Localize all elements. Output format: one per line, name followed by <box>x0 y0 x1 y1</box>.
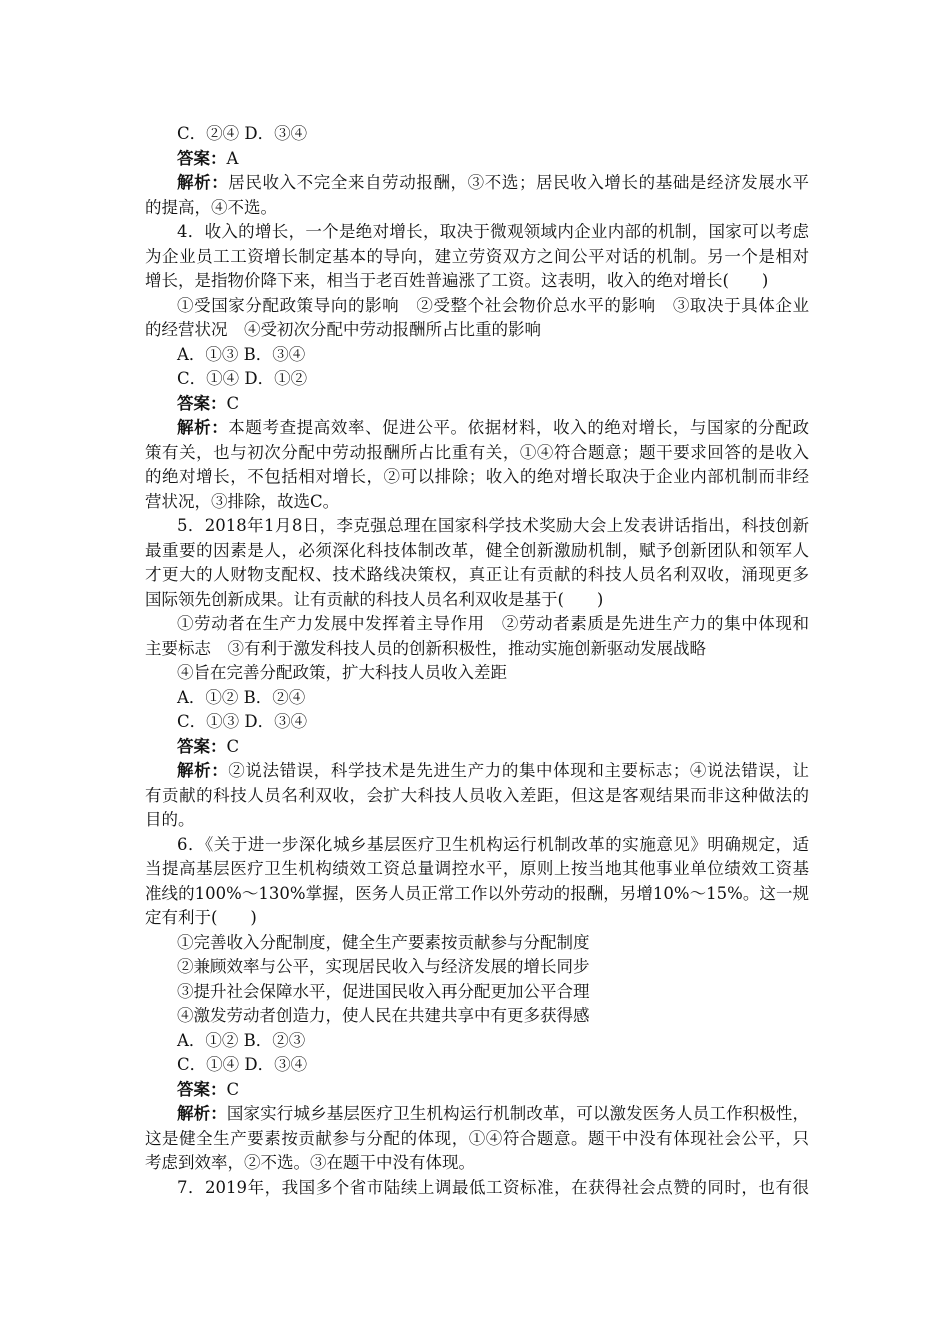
line-text: C <box>226 1079 240 1099</box>
text-line <box>145 441 809 466</box>
line-text: 为企业员工工资增长制定基本的导向，建立劳资双方之间公平对话的机制。另一个是相对 <box>145 246 809 266</box>
line-text: A．①② B．②③ <box>177 1030 306 1050</box>
document-body <box>145 122 809 1200</box>
text-line <box>145 808 809 833</box>
text-line <box>145 343 809 368</box>
text-line <box>145 514 809 539</box>
line-text: 居民收入不完全来自劳动报酬，③不选；居民收入增长的基础是经济发展水平 <box>228 173 809 192</box>
line-text: ③提升社会保障水平，促进国民收入再分配更加公平合理 <box>177 981 590 1001</box>
line-text: ④旨在完善分配政策，扩大科技人员收入差距 <box>177 663 507 682</box>
answer-label: 解析： <box>177 418 229 437</box>
text-line <box>145 367 809 392</box>
text-line <box>145 833 809 858</box>
text-line <box>145 1151 809 1176</box>
line-text: A．①② B．②④ <box>177 687 306 707</box>
text-line <box>145 539 809 564</box>
line-text: 这是健全生产要素按贡献参与分配的体现，①④符合题意。题干中没有体现社会公平，只 <box>145 1128 809 1148</box>
text-line <box>145 1127 809 1152</box>
text-line <box>145 686 809 711</box>
text-line <box>145 171 809 196</box>
line-text: C．②④ D．③④ <box>177 124 308 143</box>
line-text: 6．《关于进一步深化城乡基层医疗卫生机构运行机制改革的实施意见》明确规定，适 <box>177 834 809 854</box>
text-line <box>145 784 809 809</box>
line-text: C <box>226 393 240 413</box>
text-line <box>145 416 809 441</box>
line-text: C．①④ D．③④ <box>177 1055 308 1074</box>
line-text: 的提高，④不选。 <box>145 197 277 217</box>
text-line <box>145 122 809 147</box>
text-line <box>145 1176 809 1201</box>
line-text: 主要标志 ③有利于激发科技人员的创新积极性，推动实施创新驱动发展战略 <box>145 638 706 658</box>
line-text: A <box>226 148 239 168</box>
line-text: C．①④ D．①② <box>177 369 308 388</box>
line-text: 7．2019年，我国多个省市陆续上调最低工资标准，在获得社会点赞的同时，也有很 <box>177 1177 809 1197</box>
line-text: 5．2018年1月8日，李克强总理在国家科学技术奖励大会上发表讲话指出，科技创新 <box>177 516 809 535</box>
line-text: 的经营状况 ④受初次分配中劳动报酬所占比重的影响 <box>145 320 541 339</box>
text-line <box>145 147 809 172</box>
text-line <box>145 392 809 417</box>
text-line <box>145 490 809 515</box>
line-text: 当提高基层医疗卫生机构绩效工资总量调控水平，原则上按当地其他事业单位绩效工资基 <box>145 859 809 878</box>
line-text: 增长，是指物价降下来，相当于老百姓普遍涨了工资。这表明，收入的绝对增长( ) <box>145 271 769 290</box>
answer-label: 答案： <box>177 393 227 413</box>
text-line <box>145 269 809 294</box>
text-line <box>145 1102 809 1127</box>
line-text: 本题考查提高效率、促进公平。依据材料，收入的绝对增长，与国家的分配政 <box>228 418 809 437</box>
text-line <box>145 906 809 931</box>
line-text: 考虑到效率，②不选。③在题干中没有体现。 <box>145 1153 475 1172</box>
line-text: ①完善收入分配制度，健全生产要素按贡献参与分配制度 <box>177 932 590 952</box>
text-line <box>145 465 809 490</box>
text-line <box>145 931 809 956</box>
line-text: 4．收入的增长，一个是绝对增长，取决于微观领域内企业内部的机制，国家可以考虑 <box>177 222 809 241</box>
text-line <box>145 857 809 882</box>
text-line <box>145 1053 809 1078</box>
text-line <box>145 661 809 686</box>
line-text: ②兼顾效率与公平，实现居民收入与经济发展的增长同步 <box>177 957 590 976</box>
line-text: 国际领先创新成果。让有贡献的科技人员名利双收是基于( ) <box>145 589 604 609</box>
answer-label: 解析： <box>177 173 229 192</box>
line-text: A．①③ B．③④ <box>177 344 306 364</box>
text-line <box>145 245 809 270</box>
answer-label: 解析： <box>177 761 229 780</box>
text-line <box>145 882 809 907</box>
text-line <box>145 588 809 613</box>
line-text: 才更大的人财物支配权、技术路线决策权，真正让有贡献的科技人员名利双收，涌现更多 <box>145 565 809 584</box>
line-text: 营状况，③排除，故选C。 <box>145 491 340 511</box>
line-text: 策有关，也与初次分配中劳动报酬所占比重有关，①④符合题意；题干要求回答的是收入 <box>145 442 809 462</box>
line-text: 目的。 <box>145 810 195 829</box>
text-line <box>145 318 809 343</box>
line-text: ②说法错误，科学技术是先进生产力的集中体现和主要标志；④说法错误，让 <box>228 761 809 780</box>
text-line <box>145 294 809 319</box>
line-text: C．①③ D．③④ <box>177 712 308 731</box>
text-line <box>145 1004 809 1029</box>
line-text: 的绝对增长，不包括相对增长，②可以排除；收入的绝对增长取决于企业内部机制而非经 <box>145 467 809 486</box>
text-line <box>145 1029 809 1054</box>
line-text: 最重要的因素是人，必须深化科技体制改革，健全创新激励机制，赋予创新团队和领军人 <box>145 540 809 560</box>
text-line <box>145 220 809 245</box>
text-line <box>145 735 809 760</box>
line-text: 定有利于( ) <box>145 908 257 927</box>
text-line <box>145 955 809 980</box>
text-line <box>145 563 809 588</box>
text-line <box>145 196 809 221</box>
line-text: ①受国家分配政策导向的影响 ②受整个社会物价总水平的影响 ③取决于具体企业 <box>177 295 809 315</box>
line-text: 国家实行城乡基层医疗卫生机构运行机制改革，可以激发医务人员工作积极性， <box>226 1104 809 1123</box>
text-line <box>145 980 809 1005</box>
text-line <box>145 759 809 784</box>
line-text: C <box>226 736 240 756</box>
text-line <box>145 710 809 735</box>
text-line <box>145 1078 809 1103</box>
text-line <box>145 612 809 637</box>
line-text: ①劳动者在生产力发展中发挥着主导作用 ②劳动者素质是先进生产力的集中体现和 <box>177 614 809 633</box>
answer-label: 解析： <box>177 1104 227 1123</box>
answer-label: 答案： <box>177 148 227 168</box>
answer-label: 答案： <box>177 736 227 756</box>
line-text: 准线的100%～130%掌握，医务人员正常工作以外劳动的报酬，另增10%～15%。这一规 <box>145 883 809 903</box>
answer-label: 答案： <box>177 1079 227 1099</box>
text-line <box>145 637 809 662</box>
line-text: ④激发劳动者创造力，使人民在共建共享中有更多获得感 <box>177 1006 590 1025</box>
line-text: 有贡献的科技人员名利双收，会扩大科技人员收入差距，但这是客观结果而非这种做法的 <box>145 785 809 805</box>
